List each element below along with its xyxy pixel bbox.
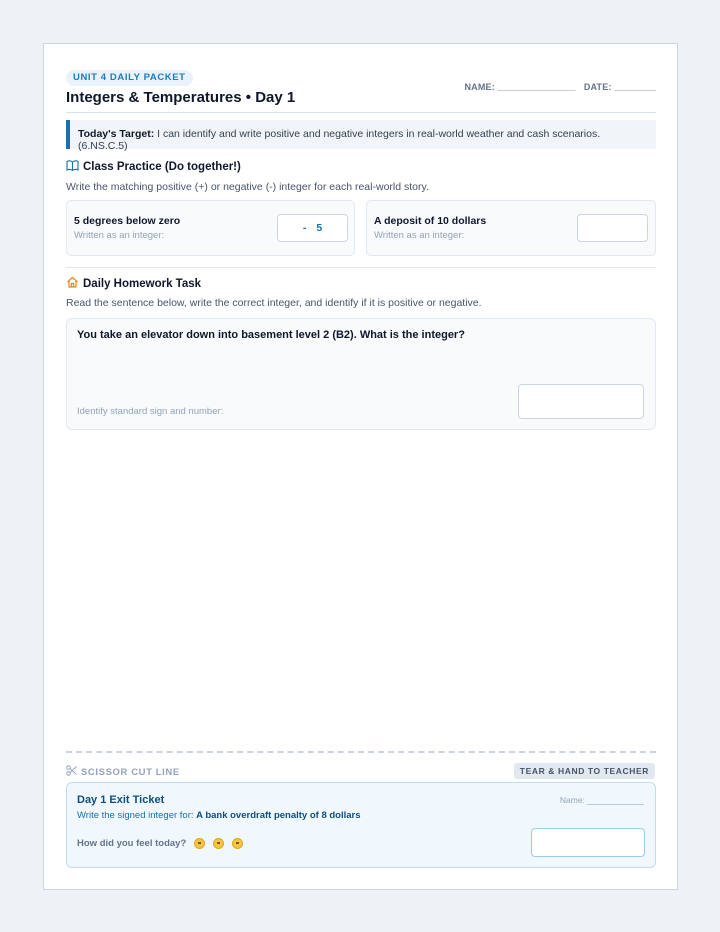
page-title: Integers & Temperatures • Day 1	[66, 89, 296, 106]
practice-question: 5 degrees below zero	[74, 215, 181, 227]
unit-badge: UNIT 4 DAILY PACKET	[66, 70, 193, 86]
section-divider	[66, 267, 656, 268]
sad-face-icon[interactable]	[232, 838, 243, 849]
book-icon	[66, 160, 79, 174]
house-icon	[66, 276, 79, 291]
tear-badge: TEAR & HAND TO TEACHER	[514, 763, 655, 779]
answer-field[interactable]	[577, 214, 648, 242]
learning-target	[66, 120, 656, 152]
feeling-label: How did you feel today?	[77, 838, 187, 849]
exit-ticket	[66, 782, 656, 868]
homework-question: You take an elevator down into basement level 2 (B2). What is the integer?	[77, 329, 465, 341]
practice-question: A deposit of 10 dollars	[374, 215, 487, 227]
scissors-icon	[66, 765, 77, 779]
practice-card-2	[366, 200, 656, 256]
homework-card	[66, 318, 656, 430]
cut-line	[66, 751, 656, 753]
answer-field[interactable]	[277, 214, 348, 242]
class-practice-label: Class Practice (Do together!)	[83, 161, 241, 173]
answer-sign: -	[302, 222, 307, 234]
scissor-cut-text: SCISSOR CUT LINE	[81, 766, 180, 778]
exit-ticket-title: Day 1 Exit Ticket	[77, 794, 165, 806]
worksheet-page	[43, 43, 678, 890]
homework-hint: Identify standard sign and number:	[77, 406, 224, 417]
homework-label: Daily Homework Task	[83, 277, 202, 290]
practice-hint: Written as an integer:	[74, 230, 165, 241]
practice-card-1	[66, 200, 355, 256]
feeling-row	[77, 838, 243, 849]
exit-ticket-prompt	[77, 810, 361, 821]
homework-answer-field[interactable]	[518, 384, 644, 419]
class-practice-instructions: Write the matching positive (+) or negative (-) integer for each real-world story.	[66, 181, 429, 193]
target-label: Today's Target:	[78, 128, 155, 140]
practice-hint: Written as an integer:	[374, 230, 465, 241]
homework-instructions: Read the sentence below, write the correct integer, and identify if it is positive or negative.	[66, 297, 482, 309]
neutral-face-icon[interactable]	[213, 838, 224, 849]
homework-title	[66, 276, 201, 291]
happy-face-icon[interactable]	[194, 838, 205, 849]
answer-number: 5	[316, 222, 323, 234]
exit-answer-field[interactable]	[531, 828, 645, 857]
scissor-cut-label	[66, 765, 180, 779]
worksheet-header	[66, 70, 656, 113]
exit-prompt-text: Write the signed integer for:	[77, 810, 197, 821]
target-text: I can identify and write positive and negative integers in real-world weather and cash scenarios. (6.NS.C.5)	[78, 128, 601, 152]
exit-prompt-scenario: A bank overdraft penalty of 8 dollars	[196, 810, 361, 821]
class-practice-title	[66, 160, 241, 174]
exit-name-line[interactable]: Name: ____________	[559, 795, 644, 805]
name-date-line[interactable]: NAME: _______________ DATE: ________	[464, 82, 656, 92]
